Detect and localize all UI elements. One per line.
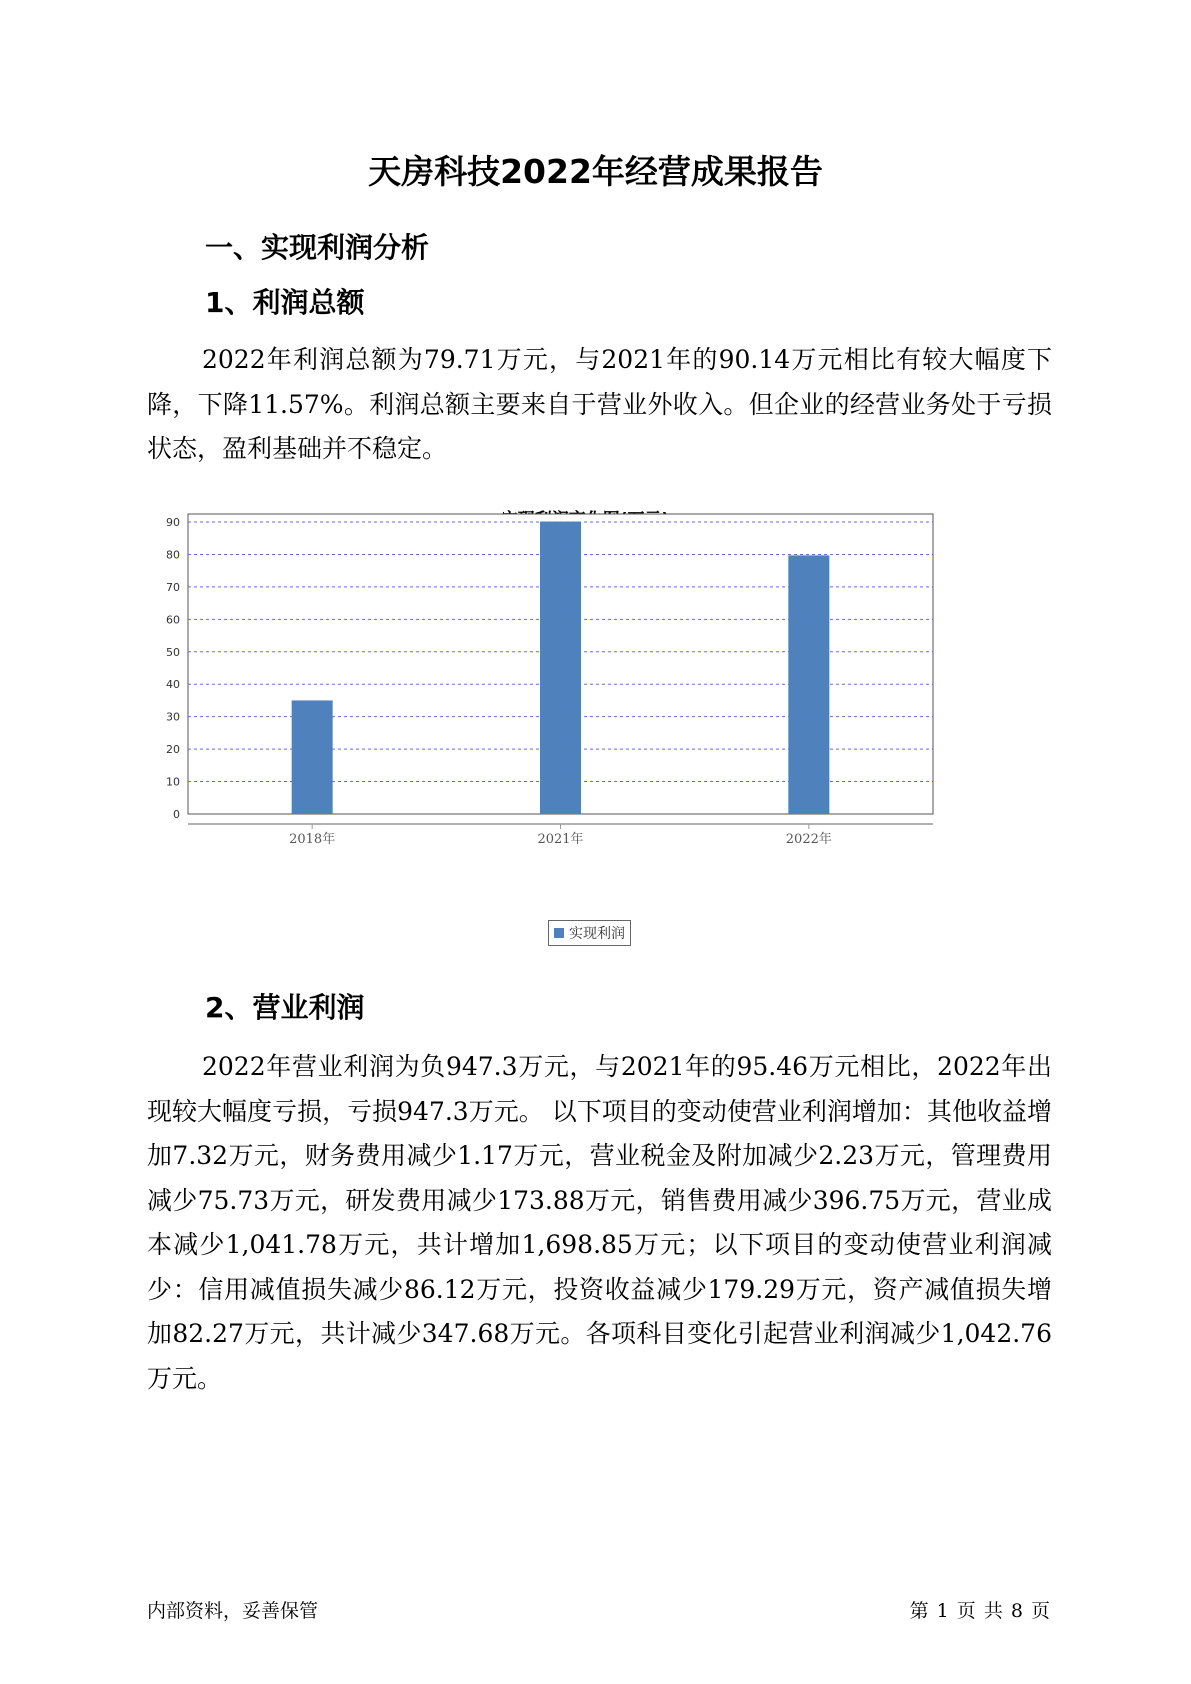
subsection-heading-operating-profit: 2、营业利润 (205, 991, 365, 1024)
chart-legend (548, 920, 631, 946)
legend-label: 实现利润 (569, 926, 625, 942)
bar-3 (788, 555, 829, 814)
y-tick-label: 10 (166, 775, 180, 789)
y-tick-label: 20 (166, 743, 180, 757)
y-tick-label: 60 (166, 613, 180, 627)
x-category-label: 2018年 (289, 832, 336, 847)
y-tick-label: 0 (173, 808, 180, 821)
paragraph-total-profit: 2022年利润总额为79.71万元，与2021年的90.14万元相比有较大幅度下降，下降11.57%。利润总额主要来自于营业外收入。但企业的经营业务处于亏损状态，盈利基础并不稳定。 (147, 345, 1052, 463)
footer-confidential-note: 内部资料，妥善保管 (147, 1600, 319, 1622)
y-tick-label: 90 (166, 516, 180, 529)
y-tick-label: 80 (166, 548, 180, 562)
subsection-heading-total-profit: 1、利润总额 (205, 286, 365, 319)
y-tick-label: 50 (166, 645, 180, 659)
footer-page-number: 第 1 页 共 8 页 (909, 1600, 1051, 1622)
y-tick-label: 30 (166, 710, 180, 724)
y-tick-label: 70 (166, 580, 180, 594)
legend-swatch (554, 928, 564, 938)
bar-2 (540, 522, 581, 814)
y-tick-label: 40 (166, 678, 180, 692)
profit-bar-chart (150, 500, 1020, 960)
document-title: 天房科技2022年经营成果报告 (368, 152, 823, 191)
section-heading-profit-analysis: 一、实现利润分析 (205, 231, 430, 264)
paragraph-operating-profit: 2022年营业利润为负947.3万元，与2021年的95.46万元相比，2022年出现较大幅度亏损，亏损947.3万元。 以下项目的变动使营业利润增加：其他收益增加7.32万元，财务费用减少1.17万元，营业税金及附加减少2.23万元，管理费用减少75.73万元，研发费用减少173.88万元，销售费用减少396.75万元，营业成本减少1,041.78万元，共计增加1,698.85万元；以下项目的变动使营业利润减少：信用减值损失减少86.12万元，投资收益减少179.29万元，资产减值损失增加82.27万元，共计减少347.68万元。各项科目变化引起营业利润减少1,042.76万元。 (147, 1052, 1052, 1393)
chart-plot-svg (150, 500, 1020, 920)
bar-1 (292, 700, 333, 814)
x-category-label: 2021年 (537, 832, 584, 847)
x-category-label: 2022年 (785, 832, 832, 847)
